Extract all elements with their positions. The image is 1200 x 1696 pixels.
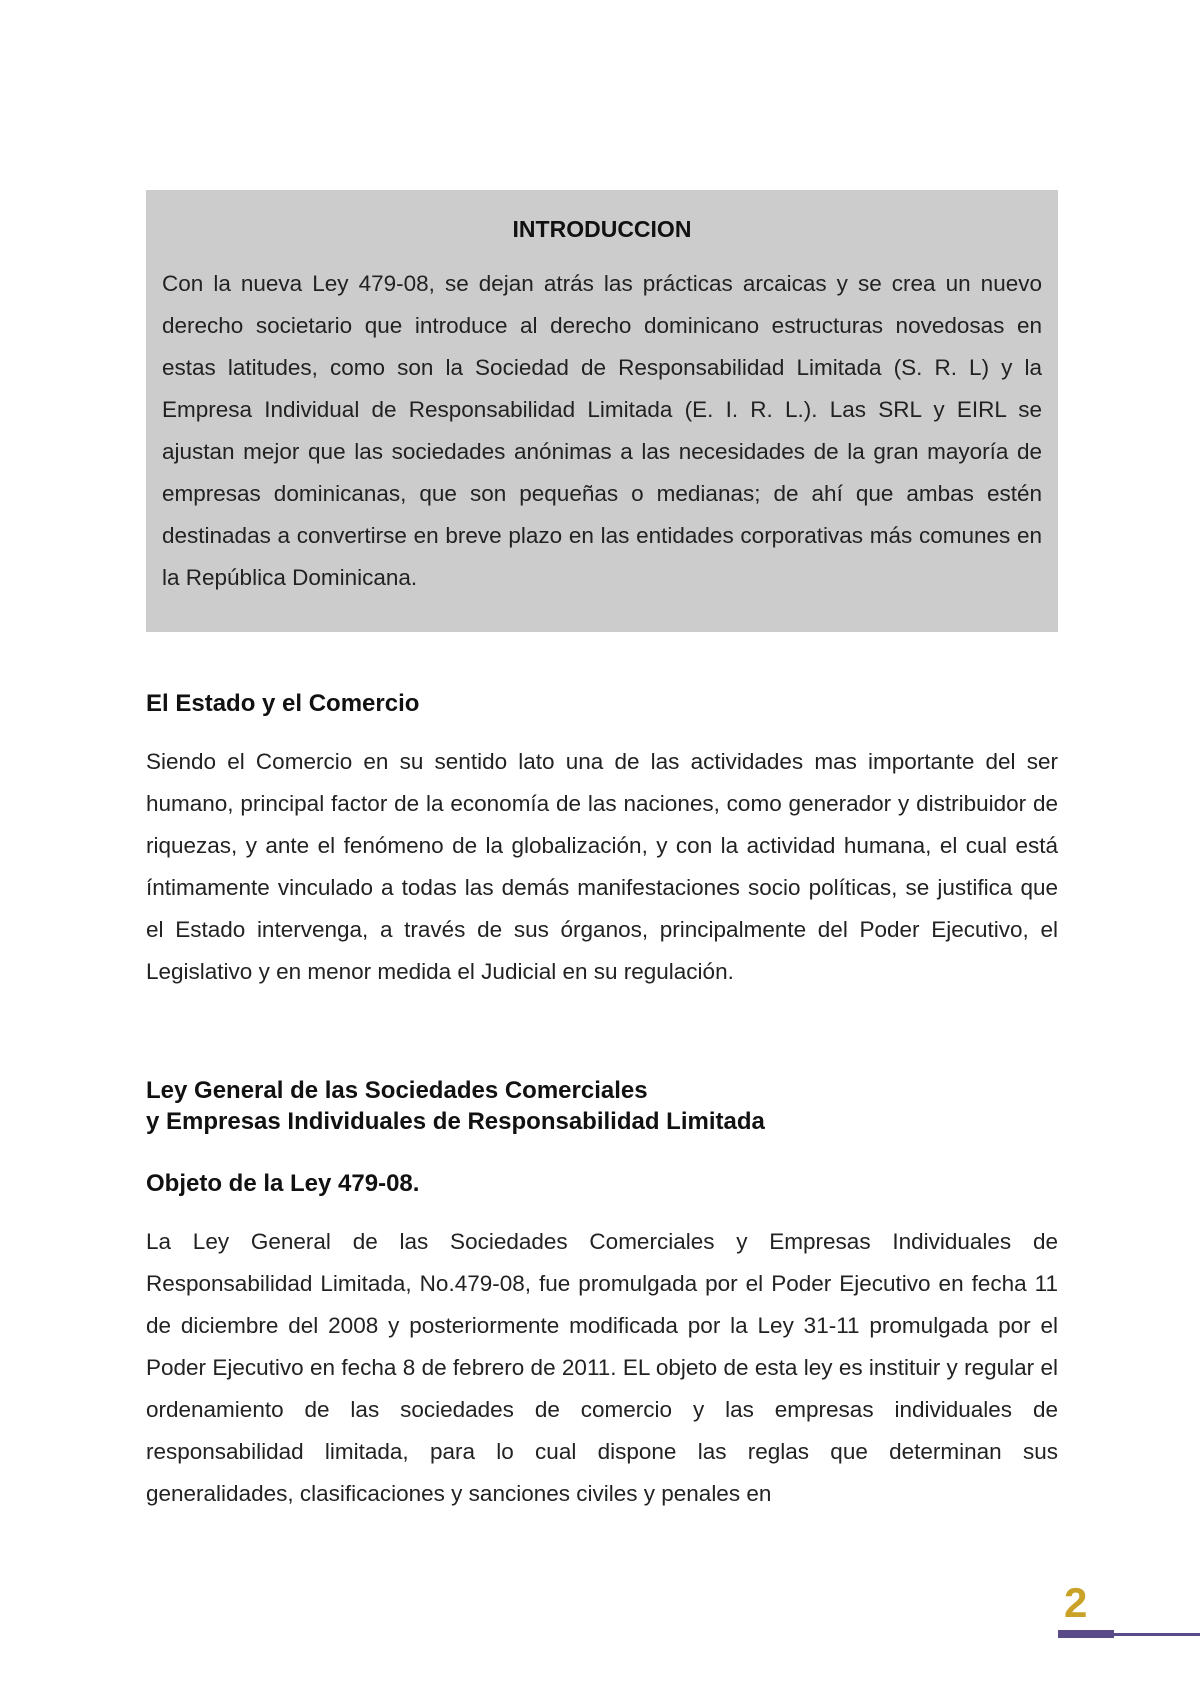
introduction-paragraph: Con la nueva Ley 479-08, se dejan atrás las prácticas arcaicas y se crea un nuevo derecho societario que introduce al derecho dominicano estructuras novedosas en estas latitudes, como son la Sociedad de Responsabilidad Limitada (S. R. L) y la Empresa Individual de Responsabilidad Limitada (E. I. R. L.). Las SRL y EIRL se ajustan mejor que las sociedades anónimas a las necesidades de la gran mayoría de empresas dominicanas, que son pequeñas o medianas; de ahí que ambas estén destinadas a convertirse en breve plazo en las entidades corporativas más comunes en la República Dominicana.: [162, 271, 1042, 590]
introduction-title: INTRODUCCION: [512, 216, 692, 242]
introduction-box: [146, 190, 1058, 632]
footer-rule: [1114, 1633, 1200, 1636]
section-heading-estado: El Estado y el Comercio: [146, 690, 420, 717]
section-heading-ley-line2: y Empresas Individuales de Responsabilidad Limitada: [146, 1108, 765, 1135]
section-heading-ley-line1: Ley General de las Sociedades Comerciales: [146, 1077, 648, 1104]
footer-accent-bar: [1058, 1630, 1114, 1638]
section-estado-comercio: [146, 688, 1058, 993]
section-objeto-ley: [146, 1168, 1058, 1515]
section-paragraph-estado: Siendo el Comercio en su sentido lato una de las actividades mas importante del ser humano, principal factor de la economía de las naciones, como generador y distribuidor de riquezas, y ante el fenómeno de la globalización, y con la actividad humana, el cual está íntimamente vinculado a todas las demás manifestaciones socio políticas, se justifica que el Estado intervenga, a través de sus órganos, principalmente del Poder Ejecutivo, el Legislativo y en menor medida el Judicial en su regulación.: [146, 749, 1058, 984]
page-number: 2: [1064, 1579, 1088, 1626]
section-paragraph-objeto: La Ley General de las Sociedades Comerciales y Empresas Individuales de Responsabilidad Limitada, No.479-08, fue promulgada por el Poder Ejecutivo en fecha 11 de diciembre del 2008 y posteriormente modificada por la Ley 31-11 promulgada por el Poder Ejecutivo en fecha 8 de febrero de 2011. EL objeto de esta ley es instituir y regular el ordenamiento de las sociedades de comercio y las empresas individuales de responsabilidad limitada, para lo cual dispone las reglas que determinan sus generalidades, clasificaciones y sanciones civiles y penales en: [146, 1229, 1058, 1506]
section-ley-general: [146, 1075, 1058, 1137]
section-heading-objeto: Objeto de la Ley 479-08.: [146, 1170, 420, 1197]
